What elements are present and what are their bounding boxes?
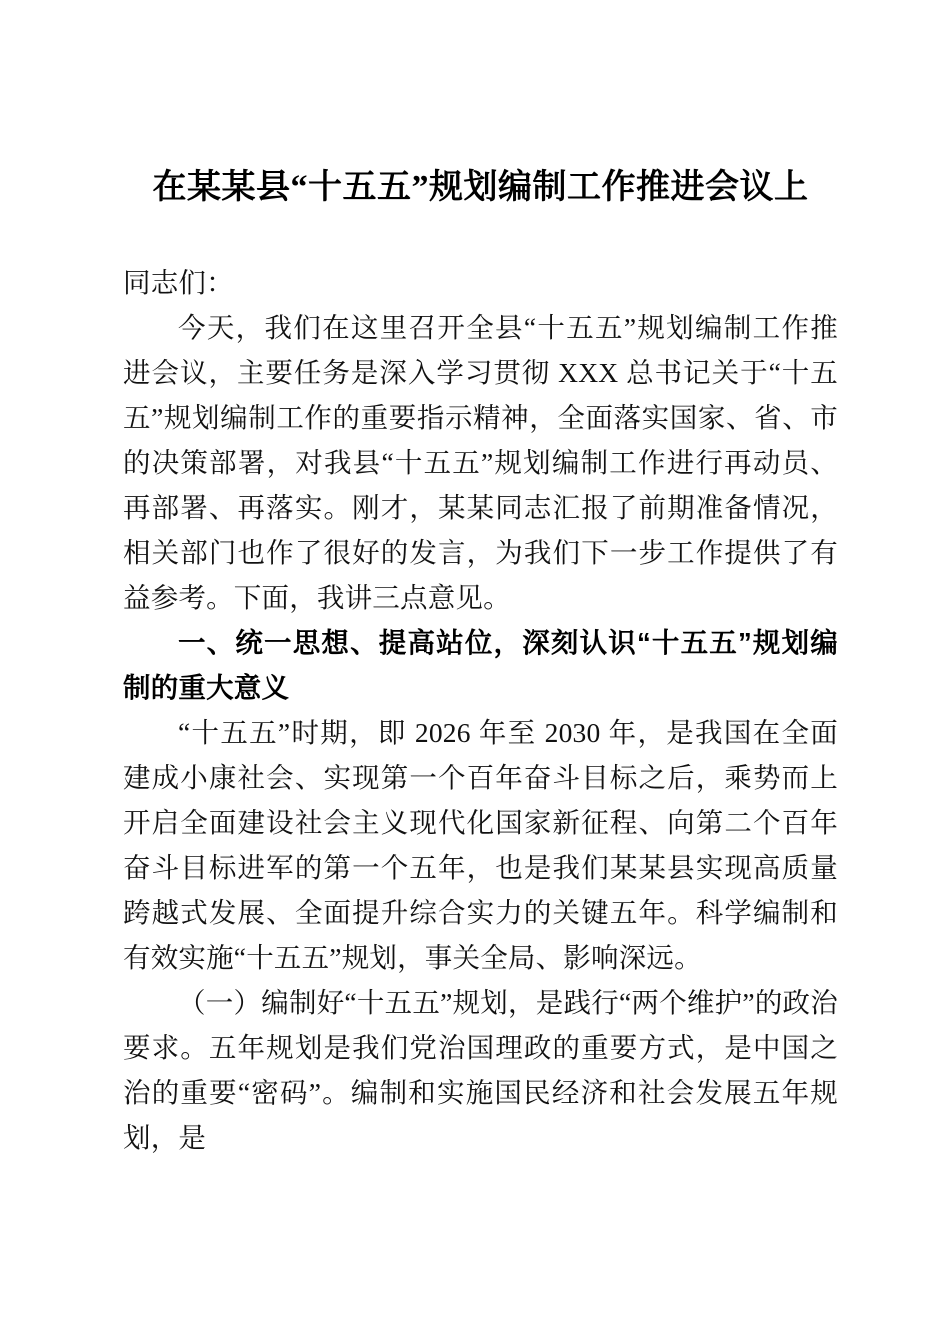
section-heading-one: 一、统一思想、提高站位，深刻认识“十五五”规划编制的重大意义 [123, 627, 838, 703]
page-title-line-1: 在某某县“十五五”规划编制工作推进会议上 [152, 169, 809, 206]
document-content-column [123, 0, 838, 1160]
paragraph-opening: 今天，我们在这里召开全县“十五五”规划编制工作推进会议，主要任务是深入学习贯彻 XXX 总书记关于“十五五”规划编制工作的重要指示精神，全面落实国家、省、市的决策部署，对我县“十五五”规划编制工作进行再动员、再部署、再落实。刚才，某某同志汇报了前期准备情况，相关部门也作了很好的发言，为我们下一步工作提供了有益参考。下面，我讲三点意见。 [123, 312, 838, 613]
page-title [123, 0, 838, 214]
paragraph-section-one-body: “十五五”时期，即 2026 年至 2030 年，是我国在全面建成小康社会、实现第一个百年奋斗目标之后，乘势而上开启全面建设社会主义现代化国家新征程、向第二个百年奋斗目标进军的第一个五年，也是我们某某县实现高质量跨越式发展、全面提升综合实力的关键五年。科学编制和有效实施“十五五”规划，事关全局、影响深远。 [123, 717, 838, 973]
salutation: 同志们： [123, 267, 234, 298]
paragraph-subsection-one: （一）编制好“十五五”规划，是践行“两个维护”的政治要求。五年规划是我们党治国理政的重要方式，是中国之治的重要“密码”。编制和实施国民经济和社会发展五年规划，是 [123, 987, 838, 1153]
